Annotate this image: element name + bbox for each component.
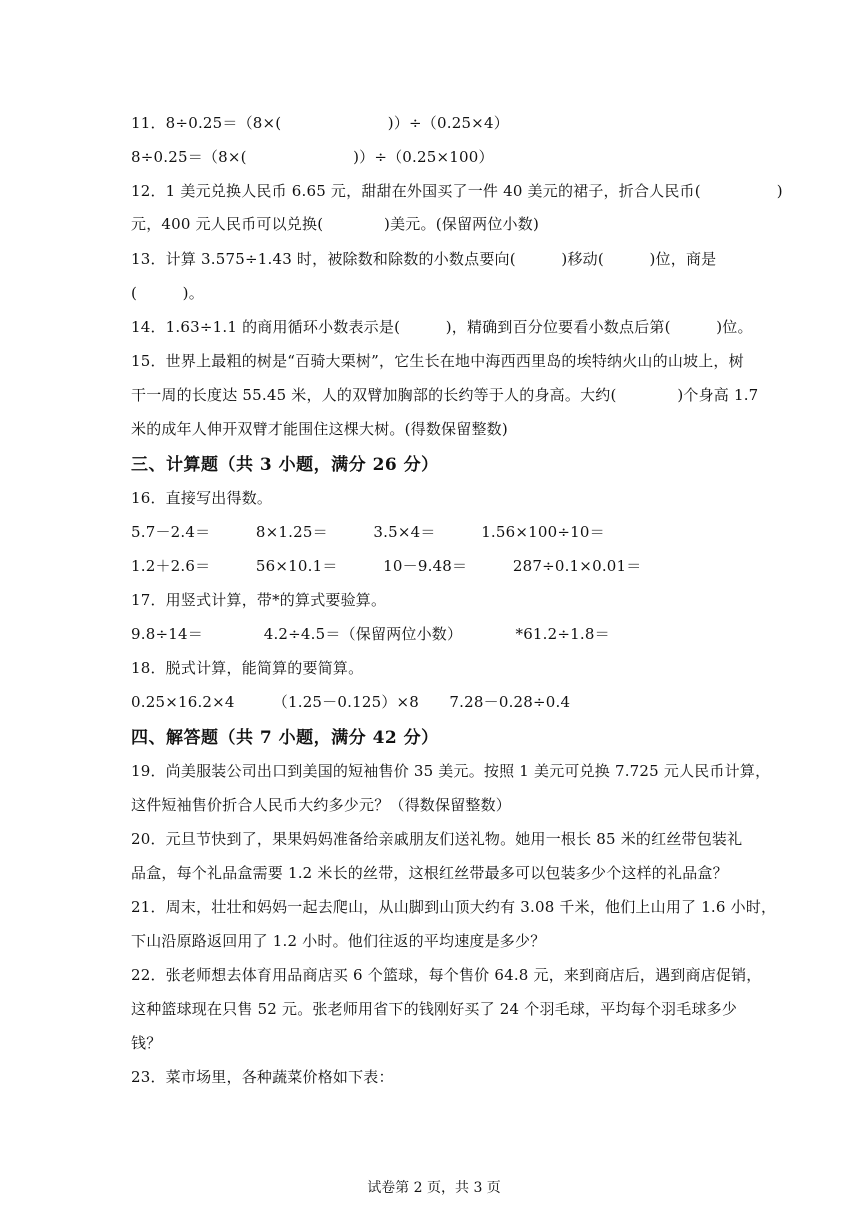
question-11-line-2: 8÷0.25＝（8×( )）÷（0.25×100） [131, 148, 494, 166]
question-22-line-3: 钱？ [131, 1034, 162, 1052]
question-12-line-2: 元，400 元人民币可以兑换( )美元。(保留两位小数) [131, 215, 540, 233]
section-4-heading: 四、解答题（共 7 小题，满分 42 分） [131, 728, 439, 748]
question-14-line-1: 14．1.63÷1.1 的商用循环小数表示是( )，精确到百分位要看小数点后第( )位。 [131, 318, 753, 336]
question-19-line-1: 19．尚美服装公司出口到美国的短袖售价 35 美元。按照 1 美元可兑换 7.725 元人民币计算， [131, 762, 771, 780]
section-3-heading: 三、计算题（共 3 小题，满分 26 分） [131, 455, 439, 475]
question-20-line-1: 20．元旦节快到了，果果妈妈准备给亲戚朋友们送礼物。她用一根长 85 米的红丝带包装礼 [131, 830, 743, 848]
question-13-line-2: ( )。 [131, 284, 204, 302]
question-12-line-1: 12．1 美元兑换人民币 6.65 元，甜甜在外国买了一件 40 美元的裙子，折合人民币( ) [131, 182, 783, 200]
question-19-line-2: 这件短袖售价折合人民币大约多少元？（得数保留整数） [131, 796, 512, 814]
question-15-line-2: 干一周的长度达 55.45 米，人的双臂加胸部的长约等于人的身高。大约( )个身高 1.7 [131, 386, 759, 404]
question-22-line-2: 这种篮球现在只售 52 元。张老师用省下的钱刚好买了 24 个羽毛球，平均每个羽毛球多少 [131, 1000, 738, 1018]
question-23-line-1: 23．菜市场里，各种蔬菜价格如下表： [131, 1068, 394, 1086]
question-13-line-1: 13．计算 3.575÷1.43 时，被除数和除数的小数点要向( )移动( )位，商是 [131, 250, 717, 268]
question-18-row-1: 0.25×16.2×4 （1.25－0.125）×8 7.28－0.28÷0.4 [131, 693, 571, 711]
question-16-row-2: 1.2＋2.6＝ 56×10.1＝ 10－9.48＝ 287÷0.1×0.01＝ [131, 557, 642, 575]
question-17-title: 17．用竖式计算，带*的算式要验算。 [131, 591, 387, 609]
question-11-line-1: 11．8÷0.25＝（8×( )）÷（0.25×4） [131, 114, 509, 132]
question-21-line-2: 下山沿原路返回用了 1.2 小时。他们往返的平均速度是多少？ [131, 932, 546, 950]
question-16-title: 16．直接写出得数。 [131, 489, 273, 507]
question-18-title: 18．脱式计算，能简算的要简算。 [131, 659, 364, 677]
question-22-line-1: 22．张老师想去体育用品商店买 6 个篮球，每个售价 64.8 元，来到商店后，遇到商店促销， [131, 966, 762, 984]
page-footer: 试卷第 2 页，共 3 页 [367, 1180, 501, 1196]
question-16-row-1: 5.7－2.4＝ 8×1.25＝ 3.5×4＝ 1.56×100÷10＝ [131, 523, 605, 541]
question-21-line-1: 21．周末，壮壮和妈妈一起去爬山，从山脚到山顶大约有 3.08 千米，他们上山用了 1.6 小时， [131, 898, 777, 916]
question-15-line-3: 米的成年人伸开双臂才能围住这棵大树。(得数保留整数) [131, 420, 508, 438]
question-20-line-2: 品盒，每个礼品盒需要 1.2 米长的丝带，这根红丝带最多可以包装多少个这样的礼品盒？ [131, 864, 728, 882]
question-17-row-1: 9.8÷14＝ 4.2÷4.5＝（保留两位小数） *61.2÷1.8＝ [131, 625, 610, 643]
question-15-line-1: 15．世界上最粗的树是“百骑大栗树”，它生长在地中海西西里岛的埃特纳火山的山坡上，树 [131, 352, 744, 370]
